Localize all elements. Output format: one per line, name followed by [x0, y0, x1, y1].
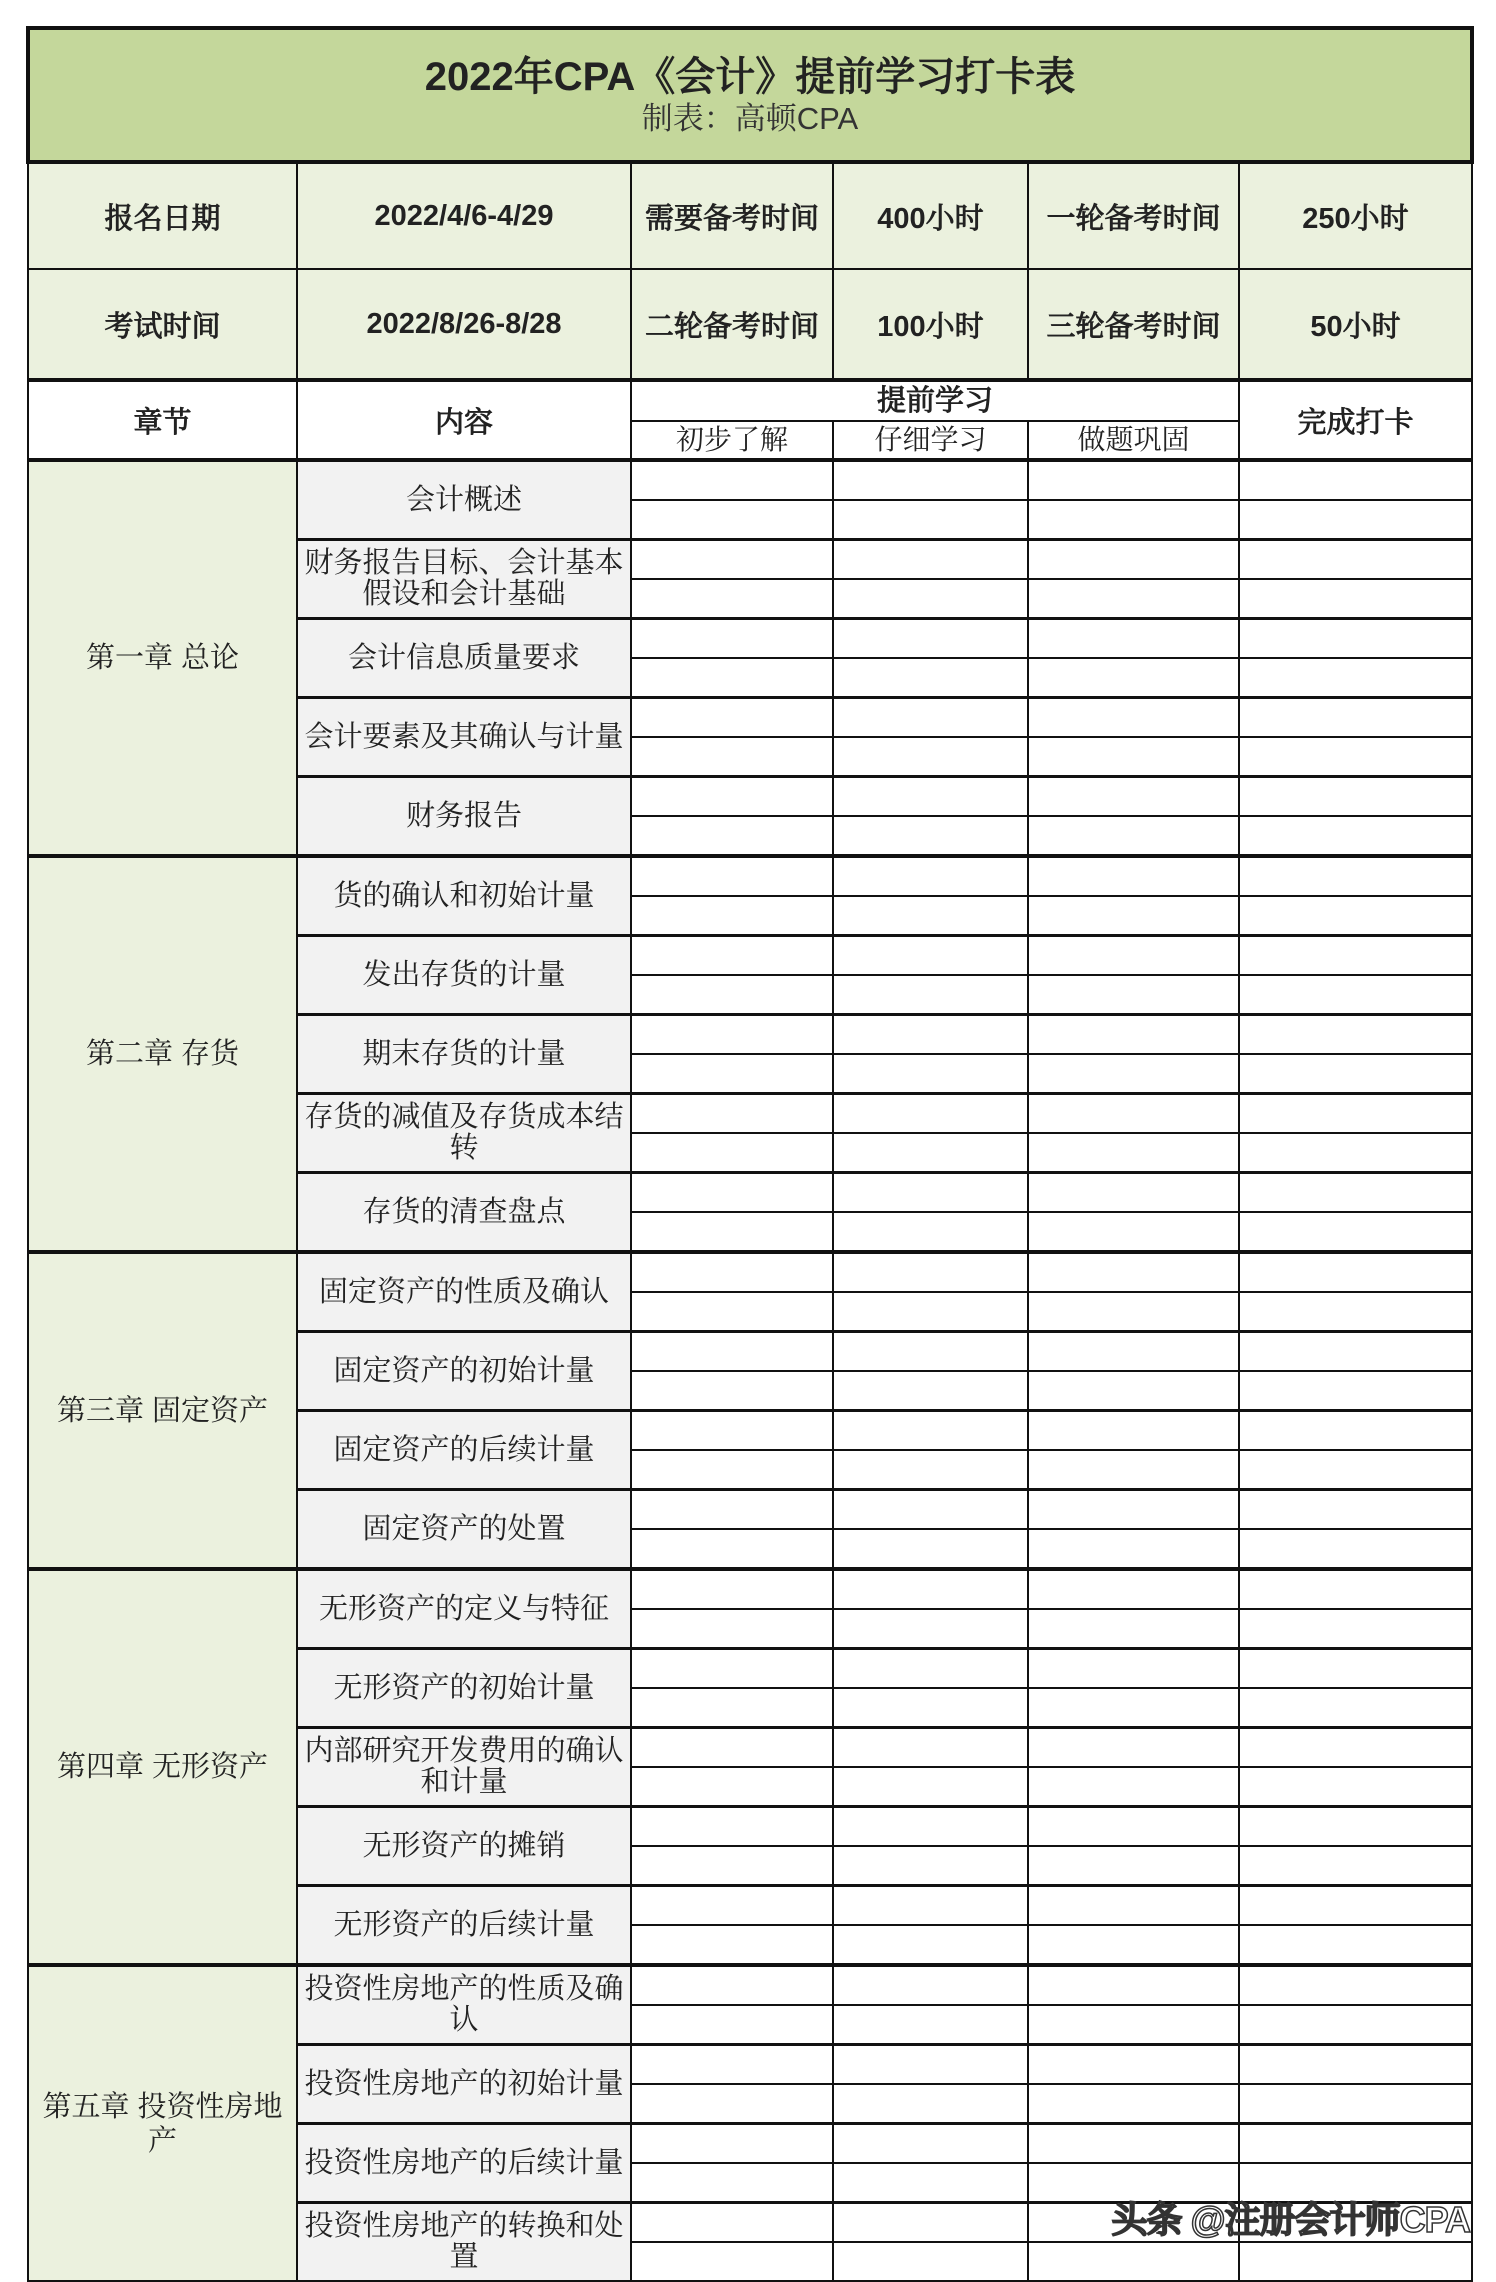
header-checkin: 完成打卡 [1239, 380, 1472, 460]
topic-cell: 无形资产的初始计量 [297, 1649, 631, 1728]
detailed-study-cell[interactable] [833, 2045, 1028, 2085]
detailed-study-cell[interactable] [833, 2163, 1028, 2203]
detailed-study-cell[interactable] [833, 1332, 1028, 1372]
detailed-study-cell[interactable] [833, 1450, 1028, 1490]
checkin-table [26, 26, 1474, 2282]
detailed-study-cell[interactable] [833, 1846, 1028, 1886]
practice-cell[interactable] [1028, 1529, 1239, 1569]
preliminary-cell[interactable] [631, 777, 833, 817]
checkin-cell[interactable] [1239, 2084, 1472, 2124]
practice-cell[interactable] [1028, 2005, 1239, 2045]
detailed-study-cell[interactable] [833, 1925, 1028, 1965]
preliminary-cell[interactable] [631, 816, 833, 856]
detailed-study-cell[interactable] [833, 1965, 1028, 2005]
preliminary-cell[interactable] [631, 658, 833, 698]
detailed-study-cell[interactable] [833, 975, 1028, 1015]
topic-cell: 会计概述 [297, 460, 631, 540]
preliminary-cell[interactable] [631, 619, 833, 659]
preliminary-cell[interactable] [631, 1925, 833, 1965]
value-round3-time: 50小时 [1239, 269, 1472, 380]
checkin-cell[interactable] [1239, 1212, 1472, 1252]
preliminary-cell[interactable] [631, 579, 833, 619]
value-registration-date: 2022/4/6-4/29 [297, 162, 631, 269]
preliminary-cell[interactable] [631, 1411, 833, 1451]
preliminary-cell[interactable] [631, 1173, 833, 1213]
checkin-cell[interactable] [1239, 460, 1472, 500]
detailed-study-cell[interactable] [833, 1292, 1028, 1332]
detailed-study-cell[interactable] [833, 500, 1028, 540]
info-row-2 [28, 269, 1472, 380]
checkin-cell[interactable] [1239, 500, 1472, 540]
label-round2-time: 二轮备考时间 [631, 269, 833, 380]
checkin-cell[interactable] [1239, 1252, 1472, 1292]
page-subtitle: 制表：高顿CPA [641, 101, 859, 136]
topic-cell: 投资性房地产的性质及确认 [297, 1965, 631, 2045]
value-round2-time: 100小时 [833, 269, 1028, 380]
preliminary-cell[interactable] [631, 540, 833, 580]
detailed-study-cell[interactable] [833, 1094, 1028, 1134]
checkin-cell[interactable] [1239, 1173, 1472, 1213]
practice-cell[interactable] [1028, 816, 1239, 856]
header-row [28, 380, 1472, 421]
detailed-study-cell[interactable] [833, 1490, 1028, 1530]
detailed-study-cell[interactable] [833, 698, 1028, 738]
detailed-study-cell[interactable] [833, 1529, 1028, 1569]
checkin-cell[interactable] [1239, 1807, 1472, 1847]
preliminary-cell[interactable] [631, 2242, 833, 2281]
preliminary-cell[interactable] [631, 1212, 833, 1252]
table-row [28, 1569, 1472, 1609]
preliminary-cell[interactable] [631, 2124, 833, 2164]
detailed-study-cell[interactable] [833, 1728, 1028, 1768]
topic-cell: 财务报告目标、会计基本假设和会计基础 [297, 540, 631, 619]
practice-cell[interactable] [1028, 1212, 1239, 1252]
checkin-cell[interactable] [1239, 896, 1472, 936]
topic-cell: 投资性房地产的后续计量 [297, 2124, 631, 2203]
practice-cell[interactable] [1028, 1728, 1239, 1768]
preliminary-cell[interactable] [631, 1054, 833, 1094]
chapter-cell: 第三章 固定资产 [28, 1252, 297, 1569]
practice-cell[interactable] [1028, 936, 1239, 976]
checkin-cell[interactable] [1239, 1688, 1472, 1728]
practice-cell[interactable] [1028, 460, 1239, 500]
practice-cell[interactable] [1028, 1767, 1239, 1807]
preliminary-cell[interactable] [631, 1133, 833, 1173]
checkin-cell[interactable] [1239, 816, 1472, 856]
chapter-cell: 第五章 投资性房地产 [28, 1965, 297, 2281]
topic-cell: 期末存货的计量 [297, 1015, 631, 1094]
preliminary-cell[interactable] [631, 2084, 833, 2124]
practice-cell[interactable] [1028, 777, 1239, 817]
preliminary-cell[interactable] [631, 698, 833, 738]
watermark: 头条 @注册会计师CPA [1111, 2199, 1470, 2240]
preliminary-cell[interactable] [631, 737, 833, 777]
checkin-cell[interactable] [1239, 777, 1472, 817]
checkin-cell[interactable] [1239, 1728, 1472, 1768]
checkin-cell[interactable] [1239, 2242, 1472, 2281]
preliminary-cell[interactable] [631, 1767, 833, 1807]
checkin-cell[interactable] [1239, 2005, 1472, 2045]
practice-cell[interactable] [1028, 975, 1239, 1015]
detailed-study-cell[interactable] [833, 1688, 1028, 1728]
practice-cell[interactable] [1028, 856, 1239, 896]
topic-cell: 发出存货的计量 [297, 936, 631, 1015]
checkin-cell[interactable] [1239, 1925, 1472, 1965]
detailed-study-cell[interactable] [833, 579, 1028, 619]
checkin-cell[interactable] [1239, 1767, 1472, 1807]
checkin-cell[interactable] [1239, 1133, 1472, 1173]
checkin-cell[interactable] [1239, 856, 1472, 896]
preliminary-cell[interactable] [631, 1807, 833, 1847]
checkin-cell[interactable] [1239, 1411, 1472, 1451]
topic-cell: 投资性房地产的转换和处置 [297, 2203, 631, 2282]
detailed-study-cell[interactable] [833, 619, 1028, 659]
practice-cell[interactable] [1028, 1569, 1239, 1609]
detailed-study-cell[interactable] [833, 1886, 1028, 1926]
checkin-cell[interactable] [1239, 698, 1472, 738]
checkin-cell[interactable] [1239, 658, 1472, 698]
topic-cell: 会计要素及其确认与计量 [297, 698, 631, 777]
detailed-study-cell[interactable] [833, 1371, 1028, 1411]
checkin-cell[interactable] [1239, 1292, 1472, 1332]
checkin-cell[interactable] [1239, 737, 1472, 777]
preliminary-cell[interactable] [631, 2163, 833, 2203]
topic-cell: 固定资产的性质及确认 [297, 1252, 631, 1332]
preliminary-cell[interactable] [631, 1371, 833, 1411]
checkin-cell[interactable] [1239, 1371, 1472, 1411]
detailed-study-cell[interactable] [833, 540, 1028, 580]
checkin-cell[interactable] [1239, 1529, 1472, 1569]
preliminary-cell[interactable] [631, 1649, 833, 1689]
page-title: 2022年CPA《会计》提前学习打卡表 [424, 55, 1076, 99]
detailed-study-cell[interactable] [833, 896, 1028, 936]
detailed-study-cell[interactable] [833, 1212, 1028, 1252]
label-registration-date: 报名日期 [28, 162, 297, 269]
topic-cell: 存货的清查盘点 [297, 1173, 631, 1253]
checkin-cell[interactable] [1239, 975, 1472, 1015]
practice-cell[interactable] [1028, 1015, 1239, 1055]
topic-cell: 会计信息质量要求 [297, 619, 631, 698]
checkin-cell[interactable] [1239, 1846, 1472, 1886]
practice-cell[interactable] [1028, 1332, 1239, 1372]
practice-cell[interactable] [1028, 1846, 1239, 1886]
topic-cell: 货的确认和初始计量 [297, 856, 631, 936]
detailed-study-cell[interactable] [833, 658, 1028, 698]
detailed-study-cell[interactable] [833, 1252, 1028, 1292]
detailed-study-cell[interactable] [833, 737, 1028, 777]
preliminary-cell[interactable] [631, 1728, 833, 1768]
detailed-study-cell[interactable] [833, 816, 1028, 856]
table-row [28, 1965, 1472, 2005]
detailed-study-cell[interactable] [833, 1411, 1028, 1451]
topic-cell: 固定资产的初始计量 [297, 1332, 631, 1411]
detailed-study-cell[interactable] [833, 936, 1028, 976]
preliminary-cell[interactable] [631, 1846, 833, 1886]
preliminary-cell[interactable] [631, 1609, 833, 1649]
practice-cell[interactable] [1028, 2084, 1239, 2124]
preliminary-cell[interactable] [631, 1490, 833, 1530]
practice-cell[interactable] [1028, 698, 1239, 738]
detailed-study-cell[interactable] [833, 777, 1028, 817]
checkin-cell[interactable] [1239, 2124, 1472, 2164]
chapter-cell: 第一章 总论 [28, 460, 297, 856]
checkin-cell[interactable] [1239, 1569, 1472, 1609]
practice-cell[interactable] [1028, 1094, 1239, 1134]
value-exam-date: 2022/8/26-8/28 [297, 269, 631, 380]
practice-cell[interactable] [1028, 500, 1239, 540]
checkin-cell[interactable] [1239, 1649, 1472, 1689]
checkin-cell[interactable] [1239, 1094, 1472, 1134]
practice-cell[interactable] [1028, 540, 1239, 580]
topic-cell: 投资性房地产的初始计量 [297, 2045, 631, 2124]
checkin-cell[interactable] [1239, 579, 1472, 619]
detailed-study-cell[interactable] [833, 2124, 1028, 2164]
practice-cell[interactable] [1028, 1925, 1239, 1965]
preliminary-cell[interactable] [631, 2045, 833, 2085]
checkin-cell[interactable] [1239, 1332, 1472, 1372]
preliminary-cell[interactable] [631, 1332, 833, 1372]
practice-cell[interactable] [1028, 896, 1239, 936]
topic-cell: 固定资产的处置 [297, 1490, 631, 1570]
preliminary-cell[interactable] [631, 1252, 833, 1292]
preliminary-cell[interactable] [631, 2203, 833, 2243]
practice-cell[interactable] [1028, 1807, 1239, 1847]
practice-cell[interactable] [1028, 658, 1239, 698]
checkin-cell[interactable] [1239, 1886, 1472, 1926]
detailed-study-cell[interactable] [833, 460, 1028, 500]
practice-cell[interactable] [1028, 1490, 1239, 1530]
checkin-cell[interactable] [1239, 1015, 1472, 1055]
topic-cell: 财务报告 [297, 777, 631, 857]
detailed-study-cell[interactable] [833, 1133, 1028, 1173]
practice-cell[interactable] [1028, 1649, 1239, 1689]
header-practice: 做题巩固 [1028, 421, 1239, 460]
checkin-cell[interactable] [1239, 1054, 1472, 1094]
preliminary-cell[interactable] [631, 1965, 833, 2005]
preliminary-cell[interactable] [631, 856, 833, 896]
checkin-cell[interactable] [1239, 1450, 1472, 1490]
header-advance-study: 提前学习 [631, 380, 1239, 421]
info-row-1 [28, 162, 1472, 269]
checkin-cell[interactable] [1239, 1490, 1472, 1530]
detailed-study-cell[interactable] [833, 1649, 1028, 1689]
detailed-study-cell[interactable] [833, 2005, 1028, 2045]
detailed-study-cell[interactable] [833, 1569, 1028, 1609]
topic-cell: 存货的减值及存货成本结转 [297, 1094, 631, 1173]
value-round1-time: 250小时 [1239, 162, 1472, 269]
topic-cell: 固定资产的后续计量 [297, 1411, 631, 1490]
detailed-study-cell[interactable] [833, 1609, 1028, 1649]
detailed-study-cell[interactable] [833, 1015, 1028, 1055]
detailed-study-cell[interactable] [833, 1807, 1028, 1847]
table-row [28, 856, 1472, 896]
chapter-cell: 第四章 无形资产 [28, 1569, 297, 1965]
preliminary-cell[interactable] [631, 1450, 833, 1490]
practice-cell[interactable] [1028, 1292, 1239, 1332]
checkin-cell[interactable] [1239, 2045, 1472, 2085]
preliminary-cell[interactable] [631, 1094, 833, 1134]
header-content: 内容 [297, 380, 631, 460]
header-detailed-study: 仔细学习 [833, 421, 1028, 460]
practice-cell[interactable] [1028, 1450, 1239, 1490]
header-preliminary: 初步了解 [631, 421, 833, 460]
preliminary-cell[interactable] [631, 975, 833, 1015]
detailed-study-cell[interactable] [833, 1054, 1028, 1094]
value-total-prep-time: 400小时 [833, 162, 1028, 269]
practice-cell[interactable] [1028, 737, 1239, 777]
header-chapter: 章节 [28, 380, 297, 460]
topic-cell: 无形资产的摊销 [297, 1807, 631, 1886]
preliminary-cell[interactable] [631, 1569, 833, 1609]
label-round1-time: 一轮备考时间 [1028, 162, 1239, 269]
practice-cell[interactable] [1028, 1886, 1239, 1926]
checkin-cell[interactable] [1239, 1609, 1472, 1649]
practice-cell[interactable] [1028, 1688, 1239, 1728]
detailed-study-cell[interactable] [833, 1767, 1028, 1807]
practice-cell[interactable] [1028, 1411, 1239, 1451]
preliminary-cell[interactable] [631, 1292, 833, 1332]
preliminary-cell[interactable] [631, 460, 833, 500]
practice-cell[interactable] [1028, 1054, 1239, 1094]
practice-cell[interactable] [1028, 1609, 1239, 1649]
label-total-prep-time: 需要备考时间 [631, 162, 833, 269]
preliminary-cell[interactable] [631, 896, 833, 936]
preliminary-cell[interactable] [631, 2005, 833, 2045]
checkin-cell[interactable] [1239, 619, 1472, 659]
preliminary-cell[interactable] [631, 1688, 833, 1728]
chapter-cell: 第二章 存货 [28, 856, 297, 1252]
preliminary-cell[interactable] [631, 1886, 833, 1926]
preliminary-cell[interactable] [631, 1015, 833, 1055]
practice-cell[interactable] [1028, 1173, 1239, 1213]
table-row [28, 460, 1472, 500]
practice-cell[interactable] [1028, 1133, 1239, 1173]
detailed-study-cell[interactable] [833, 2203, 1028, 2243]
practice-cell[interactable] [1028, 579, 1239, 619]
preliminary-cell[interactable] [631, 500, 833, 540]
practice-cell[interactable] [1028, 2124, 1239, 2164]
detailed-study-cell[interactable] [833, 1173, 1028, 1213]
topic-cell: 无形资产的后续计量 [297, 1886, 631, 1966]
practice-cell[interactable] [1028, 2242, 1239, 2281]
label-exam-date: 考试时间 [28, 269, 297, 380]
preliminary-cell[interactable] [631, 936, 833, 976]
topic-cell: 内部研究开发费用的确认和计量 [297, 1728, 631, 1807]
detailed-study-cell[interactable] [833, 856, 1028, 896]
topic-cell: 无形资产的定义与特征 [297, 1569, 631, 1649]
label-round3-time: 三轮备考时间 [1028, 269, 1239, 380]
preliminary-cell[interactable] [631, 1529, 833, 1569]
practice-cell[interactable] [1028, 1965, 1239, 2005]
detailed-study-cell[interactable] [833, 2084, 1028, 2124]
detailed-study-cell[interactable] [833, 2242, 1028, 2281]
table-row [28, 1252, 1472, 1292]
practice-cell[interactable] [1028, 619, 1239, 659]
checkin-cell[interactable] [1239, 540, 1472, 580]
title-banner [28, 28, 1472, 162]
checkin-cell[interactable] [1239, 1965, 1472, 2005]
practice-cell[interactable] [1028, 2045, 1239, 2085]
checkin-cell[interactable] [1239, 936, 1472, 976]
practice-cell[interactable] [1028, 1371, 1239, 1411]
practice-cell[interactable] [1028, 1252, 1239, 1292]
